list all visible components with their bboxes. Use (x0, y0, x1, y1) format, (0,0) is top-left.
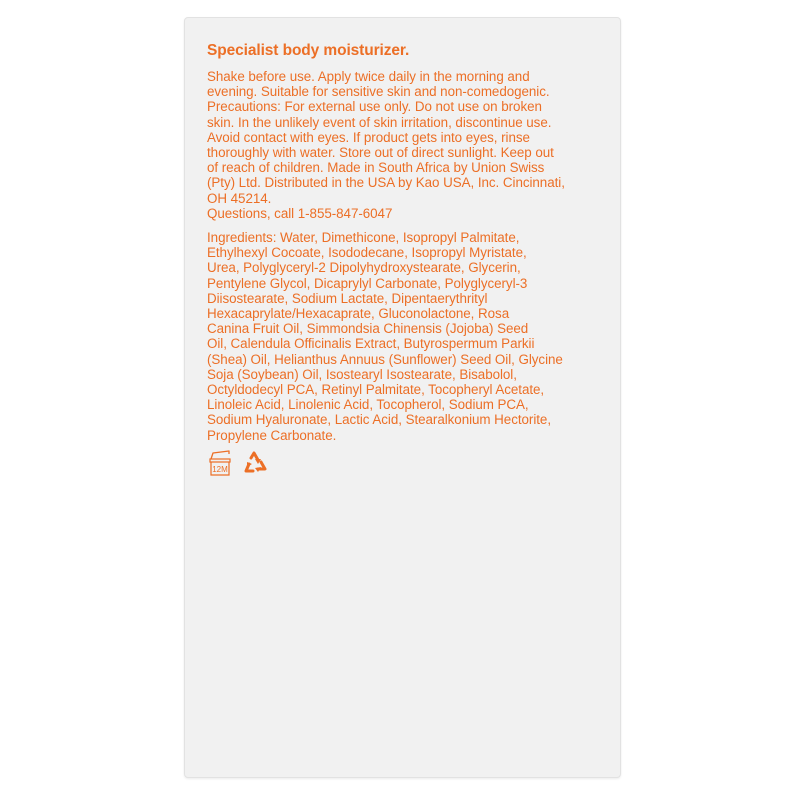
usage-instructions (207, 69, 607, 221)
usage-line: OH 45214. (207, 190, 272, 206)
ingredients-line: Canina Fruit Oil, Simmondsia Chinensis (Jojoba) Seed (207, 321, 529, 337)
packaging-symbols (207, 451, 607, 483)
label-content (207, 42, 607, 483)
ingredients-line: Ethylhexyl Cocoate, Isododecane, Isopropyl Myristate, (207, 245, 527, 261)
ingredients-line: Soja (Soybean) Oil, Isostearyl Isostearate, Bisabolol, (207, 366, 517, 382)
usage-line: of reach of children. Made in South Africa by Union Swiss (207, 160, 545, 176)
recycle-icon (241, 450, 269, 483)
usage-line: Shake before use. Apply twice daily in the morning and (207, 69, 530, 84)
ingredients-line: (Shea) Oil, Helianthus Annuus (Sunflower) Seed Oil, Glycine (207, 351, 563, 367)
ingredients-line: Oil, Calendula Officinalis Extract, Butyrospermum Parkii (207, 336, 535, 352)
usage-line: evening. Suitable for sensitive skin and non-comedogenic. (207, 84, 550, 100)
open-jar-icon (207, 450, 233, 483)
ingredients-line: Sodium Hyaluronate, Lactic Acid, Stearalkonium Hectorite, (207, 412, 551, 428)
questions-phone-line: Questions, call 1-855-847-6047 (207, 205, 393, 221)
usage-line: Precautions: For external use only. Do not use on broken (207, 99, 542, 115)
paragraph-gap (207, 221, 607, 230)
product-heading: Specialist body moisturizer. (207, 42, 410, 59)
pao-label: 12M (212, 464, 228, 474)
ingredients-line: Diisostearate, Sodium Lactate, Dipentaerythrityl (207, 290, 488, 306)
ingredients-line: Propylene Carbonate. (207, 427, 337, 443)
ingredients-line: Urea, Polyglyceryl-2 Dipolyhydroxystearate, Glycerin, (207, 260, 521, 276)
usage-line: Avoid contact with eyes. If product gets into eyes, rinse (207, 129, 530, 145)
ingredients-line: Octyldodecyl PCA, Retinyl Palmitate, Tocopheryl Acetate, (207, 382, 545, 398)
usage-line: (Pty) Ltd. Distributed in the USA by Kao USA, Inc. Cincinnati, (207, 175, 565, 191)
usage-line: thoroughly with water. Store out of direct sunlight. Keep out (207, 145, 554, 161)
product-box-back-panel (184, 17, 621, 778)
ingredients-line: Ingredients: Water, Dimethicone, Isopropyl Palmitate, (207, 230, 520, 246)
ingredients-list (207, 230, 607, 443)
usage-line: skin. In the unlikely event of skin irritation, discontinue use. (207, 114, 552, 130)
ingredients-line: Pentylene Glycol, Dicaprylyl Carbonate, Polyglyceryl-3 (207, 275, 528, 291)
ingredients-line: Linoleic Acid, Linolenic Acid, Tocopherol, Sodium PCA, (207, 397, 529, 413)
ingredients-line: Hexacaprylate/Hexacaprate, Gluconolactone, Rosa (207, 306, 510, 322)
